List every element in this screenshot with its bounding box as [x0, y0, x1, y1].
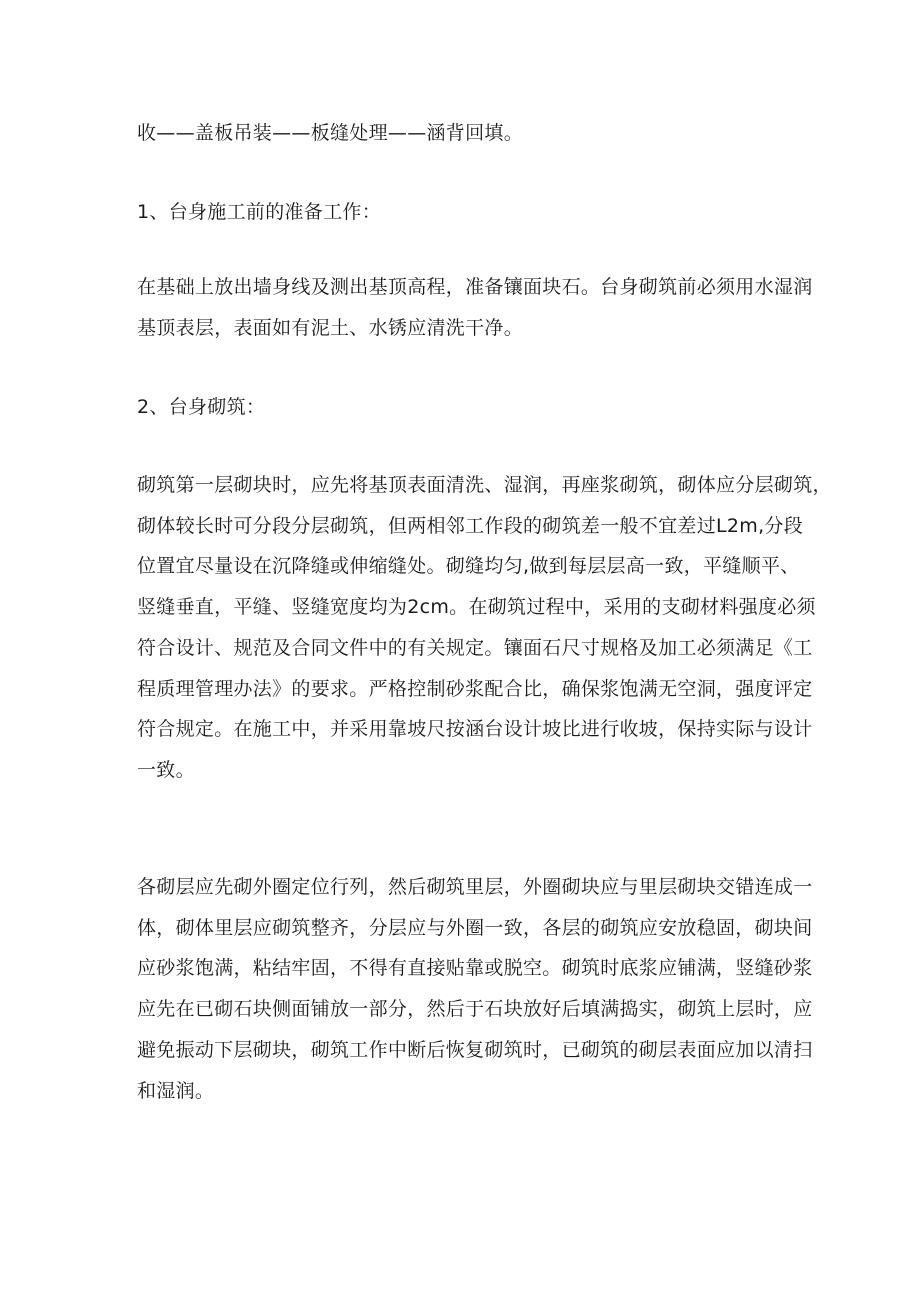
text-line: 竖缝垂直，平缝、竖缝宽度均为2cm。在砌筑过程中，采用的支砌材料强度必须	[137, 596, 816, 619]
text-line: 1、台身施工前的准备工作：	[137, 201, 381, 223]
text-line: 在基础上放出墙身线及测出基顶高程，准备镶面块石。台身砌筑前必须用水湿润	[137, 276, 813, 298]
text-line: 程质理管理办法》的要求。严格控制砂浆配合比，确保浆饱满无空洞，强度评定	[137, 677, 813, 700]
section-heading-masonry	[137, 387, 797, 428]
paragraph-masonry-first-layer	[137, 465, 832, 791]
paragraph-process-flow	[137, 113, 797, 154]
text-line: 收——盖板吊装——板缝处理——涵背回填。	[137, 122, 524, 144]
text-line: 和湿润。	[137, 1079, 215, 1102]
text-line: 砌筑第一层砌块时，应先将基顶表面清洗、湿润，再座浆砌筑，砌体应分层砌筑，	[137, 474, 832, 496]
text-line: 符合规定。在施工中，并采用靠坡尺按涵台设计坡比进行收坡，保持实际与设计	[137, 718, 813, 741]
text-line: 应砂浆饱满，粘结牢固，不得有直接贴靠或脱空。砌筑时底浆应铺满，竖缝砂浆	[137, 957, 813, 980]
section-heading-preparation	[137, 192, 797, 233]
text-line: 避免振动下层砌块，砌筑工作中断后恢复砌筑时，已砌筑的砌层表面应加以清扫	[137, 1038, 813, 1061]
text-line: 符合设计、规范及合同文件中的有关规定。镶面石尺寸规格及加工必须满足《工	[137, 636, 813, 659]
paragraph-masonry-layers	[137, 867, 813, 1111]
text-line: 应先在已砌石块侧面铺放一部分，然后于石块放好后填满捣实，砌筑上层时，应	[137, 998, 813, 1021]
text-line: 一致。	[137, 758, 195, 781]
text-line: 2、台身砌筑：	[137, 396, 266, 418]
text-line: 位置宜尽量设在沉降缝或伸缩缝处。砌缝均匀,做到每层层高一致，平缝顺平、	[137, 555, 800, 578]
text-line: 基顶表层，表面如有泥土、水锈应清洗干净。	[137, 316, 524, 339]
paragraph-preparation	[137, 267, 813, 348]
text-line: 体，砌体里层应砌筑整齐，分层应与外圈一致，各层的砌筑应安放稳固，砌块间	[137, 916, 813, 939]
text-line: 各砌层应先砌外圈定位行列，然后砌筑里层，外圈砌块应与里层砌块交错连成一	[137, 876, 813, 898]
text-line: 砌体较长时可分段分层砌筑，但两相邻工作段的砌筑差一般不宜差过L2m,分段	[137, 514, 804, 537]
